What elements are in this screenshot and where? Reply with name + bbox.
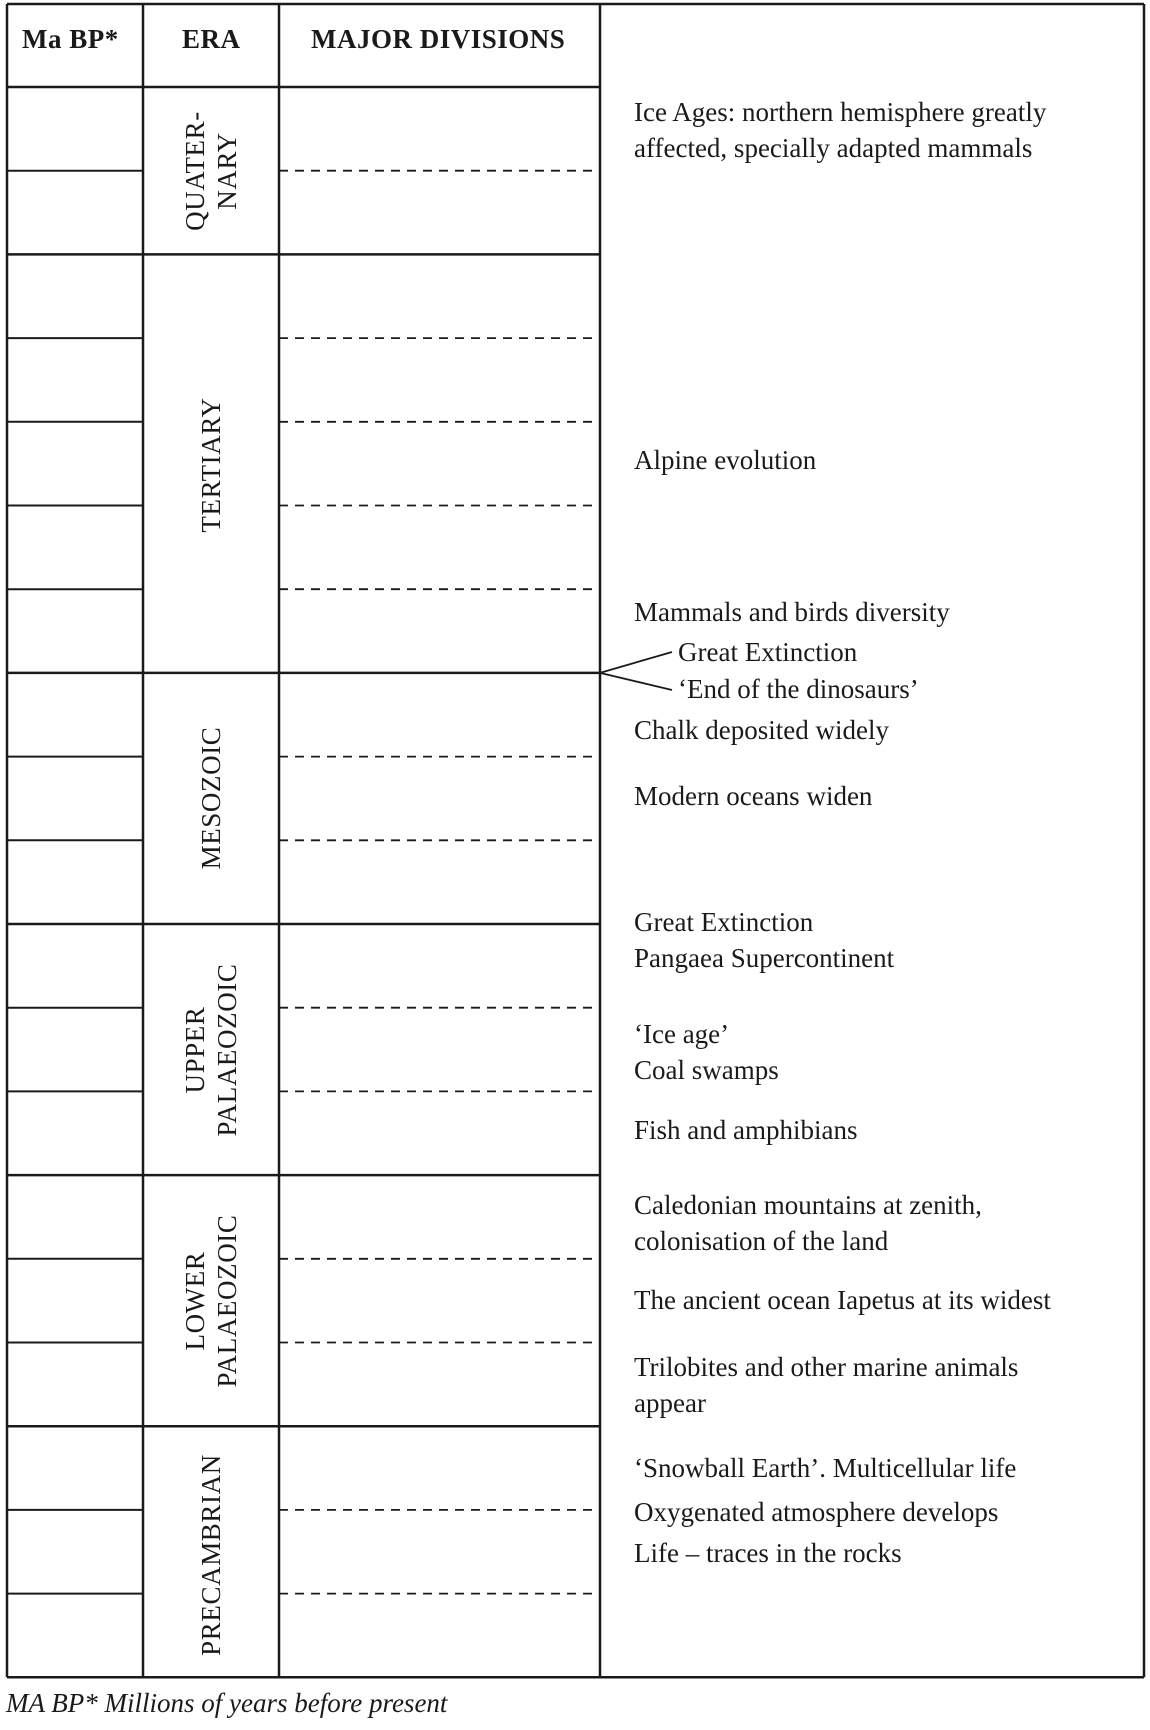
era-label: [195, 397, 227, 532]
annotation-line: The ancient ocean Iapetus at its widest: [634, 1285, 1051, 1315]
annotation: [678, 634, 857, 670]
annotation: [634, 1282, 1051, 1318]
annotation: [634, 1112, 858, 1148]
annotation: [634, 1187, 982, 1259]
annotation-line: affected, specially adapted mammals: [634, 133, 1033, 163]
extinction-pointer-upper: [600, 652, 672, 673]
annotation: [634, 1450, 1016, 1486]
annotation: [634, 1494, 998, 1530]
annotation: [678, 671, 919, 707]
annotation: [634, 778, 872, 814]
annotation-line: Mammals and birds diversity: [634, 597, 950, 627]
annotation-line: Ice Ages: northern hemisphere greatly: [634, 97, 1047, 127]
era-label: [179, 963, 243, 1136]
era-label-line: PRECAMBRIAN: [196, 1454, 226, 1656]
era-label-line: QUATER-: [180, 110, 210, 231]
annotation: [634, 594, 950, 630]
annotation: [634, 94, 1046, 166]
era-label: [195, 1454, 227, 1656]
annotation-line: Great Extinction: [678, 637, 858, 667]
era-label-line: PALAEOZOIC: [212, 963, 242, 1137]
annotation-line: Fish and amphibians: [634, 1115, 858, 1145]
era-label: [179, 1214, 243, 1387]
annotation-line: Oxygenated atmosphere develops: [634, 1497, 999, 1527]
annotation-line: Pangaea Supercontinent: [634, 943, 895, 973]
annotation-line: appear: [634, 1388, 706, 1418]
header-era: ERA: [182, 24, 241, 54]
header-major-divisions: MAJOR DIVISIONS: [311, 24, 566, 54]
annotation-line: Modern oceans widen: [634, 781, 873, 811]
annotation: [634, 712, 889, 748]
annotation: [634, 1016, 779, 1088]
era-label-line: MESOZOIC: [196, 727, 226, 870]
annotation: [634, 1535, 902, 1571]
era-label-line: TERTIARY: [196, 397, 226, 533]
annotation-line: ‘Ice age’: [634, 1019, 730, 1049]
era-label-line: NARY: [212, 131, 242, 210]
annotation-line: Life – traces in the rocks: [634, 1538, 902, 1568]
annotation-line: colonisation of the land: [634, 1226, 889, 1256]
annotation-line: Coal swamps: [634, 1055, 779, 1085]
annotation-line: Chalk deposited widely: [634, 715, 889, 745]
annotation-line: Trilobites and other marine animals: [634, 1352, 1019, 1382]
era-label-line: LOWER: [180, 1251, 210, 1351]
era-label-line: UPPER: [180, 1006, 210, 1094]
annotation: [634, 442, 816, 478]
annotation-line: Alpine evolution: [634, 445, 817, 475]
era-label: [179, 111, 243, 231]
annotation-line: ‘Snowball Earth’. Multicellular life: [634, 1453, 1017, 1483]
annotation: [634, 1349, 1018, 1421]
era-label: [195, 727, 227, 870]
annotation-line: Caledonian mountains at zenith,: [634, 1190, 982, 1220]
header-ma-bp: Ma BP*: [22, 24, 119, 54]
annotation-line: Great Extinction: [634, 907, 814, 937]
annotation: [634, 904, 894, 976]
era-label-line: PALAEOZOIC: [212, 1214, 242, 1388]
extinction-pointer-lower: [600, 673, 672, 690]
footnote: MA BP* Millions of years before present: [6, 1688, 448, 1718]
annotation-line: ‘End of the dinosaurs’: [678, 674, 919, 704]
